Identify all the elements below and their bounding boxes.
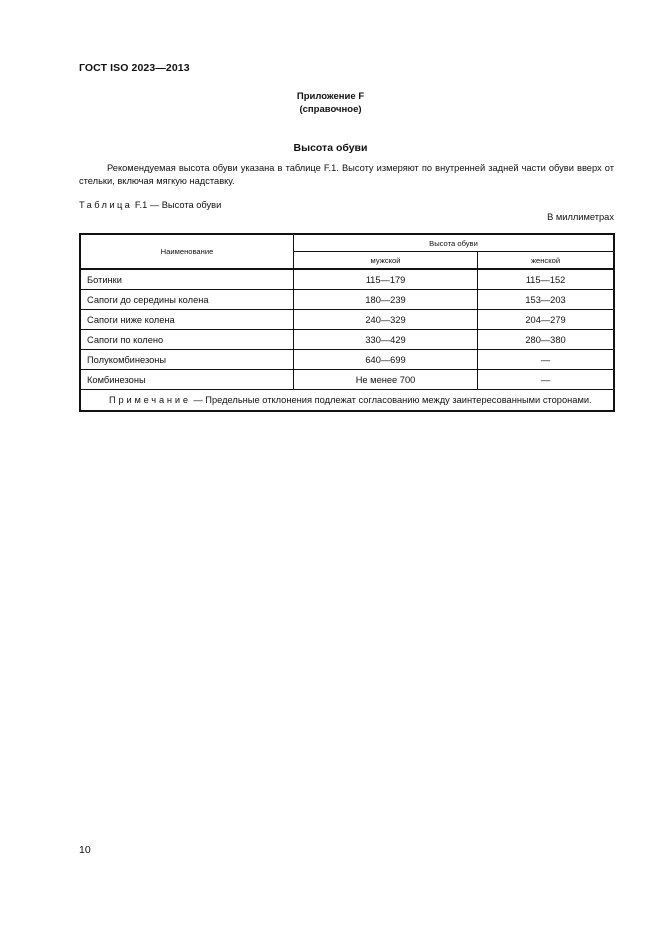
row-male-value: 330—429: [294, 330, 478, 350]
row-name: Сапоги ниже колена: [80, 310, 294, 330]
row-male-value: 115—179: [294, 269, 478, 290]
row-female-value: 153—203: [478, 290, 614, 310]
table-row: [80, 330, 614, 350]
header-name-column: Наименование: [80, 234, 294, 269]
table-row: [80, 290, 614, 310]
table-note-row: [80, 390, 614, 412]
table-note-label: Примечание: [109, 395, 191, 405]
header-male: мужской: [294, 252, 478, 270]
row-name: Полукомбинезоны: [80, 350, 294, 370]
annex-type: (справочное): [299, 104, 362, 115]
document-standard-id: ГОСТ ISO 2023—2013: [79, 62, 190, 74]
header-female: женской: [478, 252, 614, 270]
table-row: [80, 310, 614, 330]
row-male-value: 180—239: [294, 290, 478, 310]
row-male-value: 640—699: [294, 350, 478, 370]
shoe-height-table: [79, 233, 615, 412]
intro-paragraph: Рекомендуемая высота обуви указана в таблице F.1. Высоту измеряют по внутренней задней части обуви вверх от стельки, включая мягкую надставку.: [79, 163, 614, 186]
row-male-value: Не менее 700: [294, 370, 478, 390]
table-caption-text: F.1 — Высота обуви: [134, 200, 222, 210]
row-female-value: —: [478, 370, 614, 390]
row-name: Сапоги по колено: [80, 330, 294, 350]
row-male-value: 240—329: [294, 310, 478, 330]
annex-title: Приложение F: [296, 91, 365, 102]
row-female-value: 115—152: [478, 269, 614, 290]
table-row: [80, 350, 614, 370]
table-note-text: — Предельные отклонения подлежат согласованию между заинтересованными сторонами.: [193, 395, 592, 405]
table-row: [80, 269, 614, 290]
table-units: В миллиметрах: [547, 212, 614, 222]
row-female-value: 280—380: [478, 330, 614, 350]
page-number: 10: [79, 844, 91, 856]
table-caption: [79, 200, 221, 210]
row-name: Ботинки: [80, 269, 294, 290]
row-female-value: —: [478, 350, 614, 370]
table-note: [80, 390, 614, 412]
table-row: [80, 370, 614, 390]
row-female-value: 204—279: [478, 310, 614, 330]
row-name: Сапоги до середины колена: [80, 290, 294, 310]
header-height-group: Высота обуви: [294, 234, 615, 252]
table-caption-label: Таблица: [79, 200, 133, 210]
row-name: Комбинезоны: [80, 370, 294, 390]
section-title: Высота обуви: [293, 142, 368, 154]
